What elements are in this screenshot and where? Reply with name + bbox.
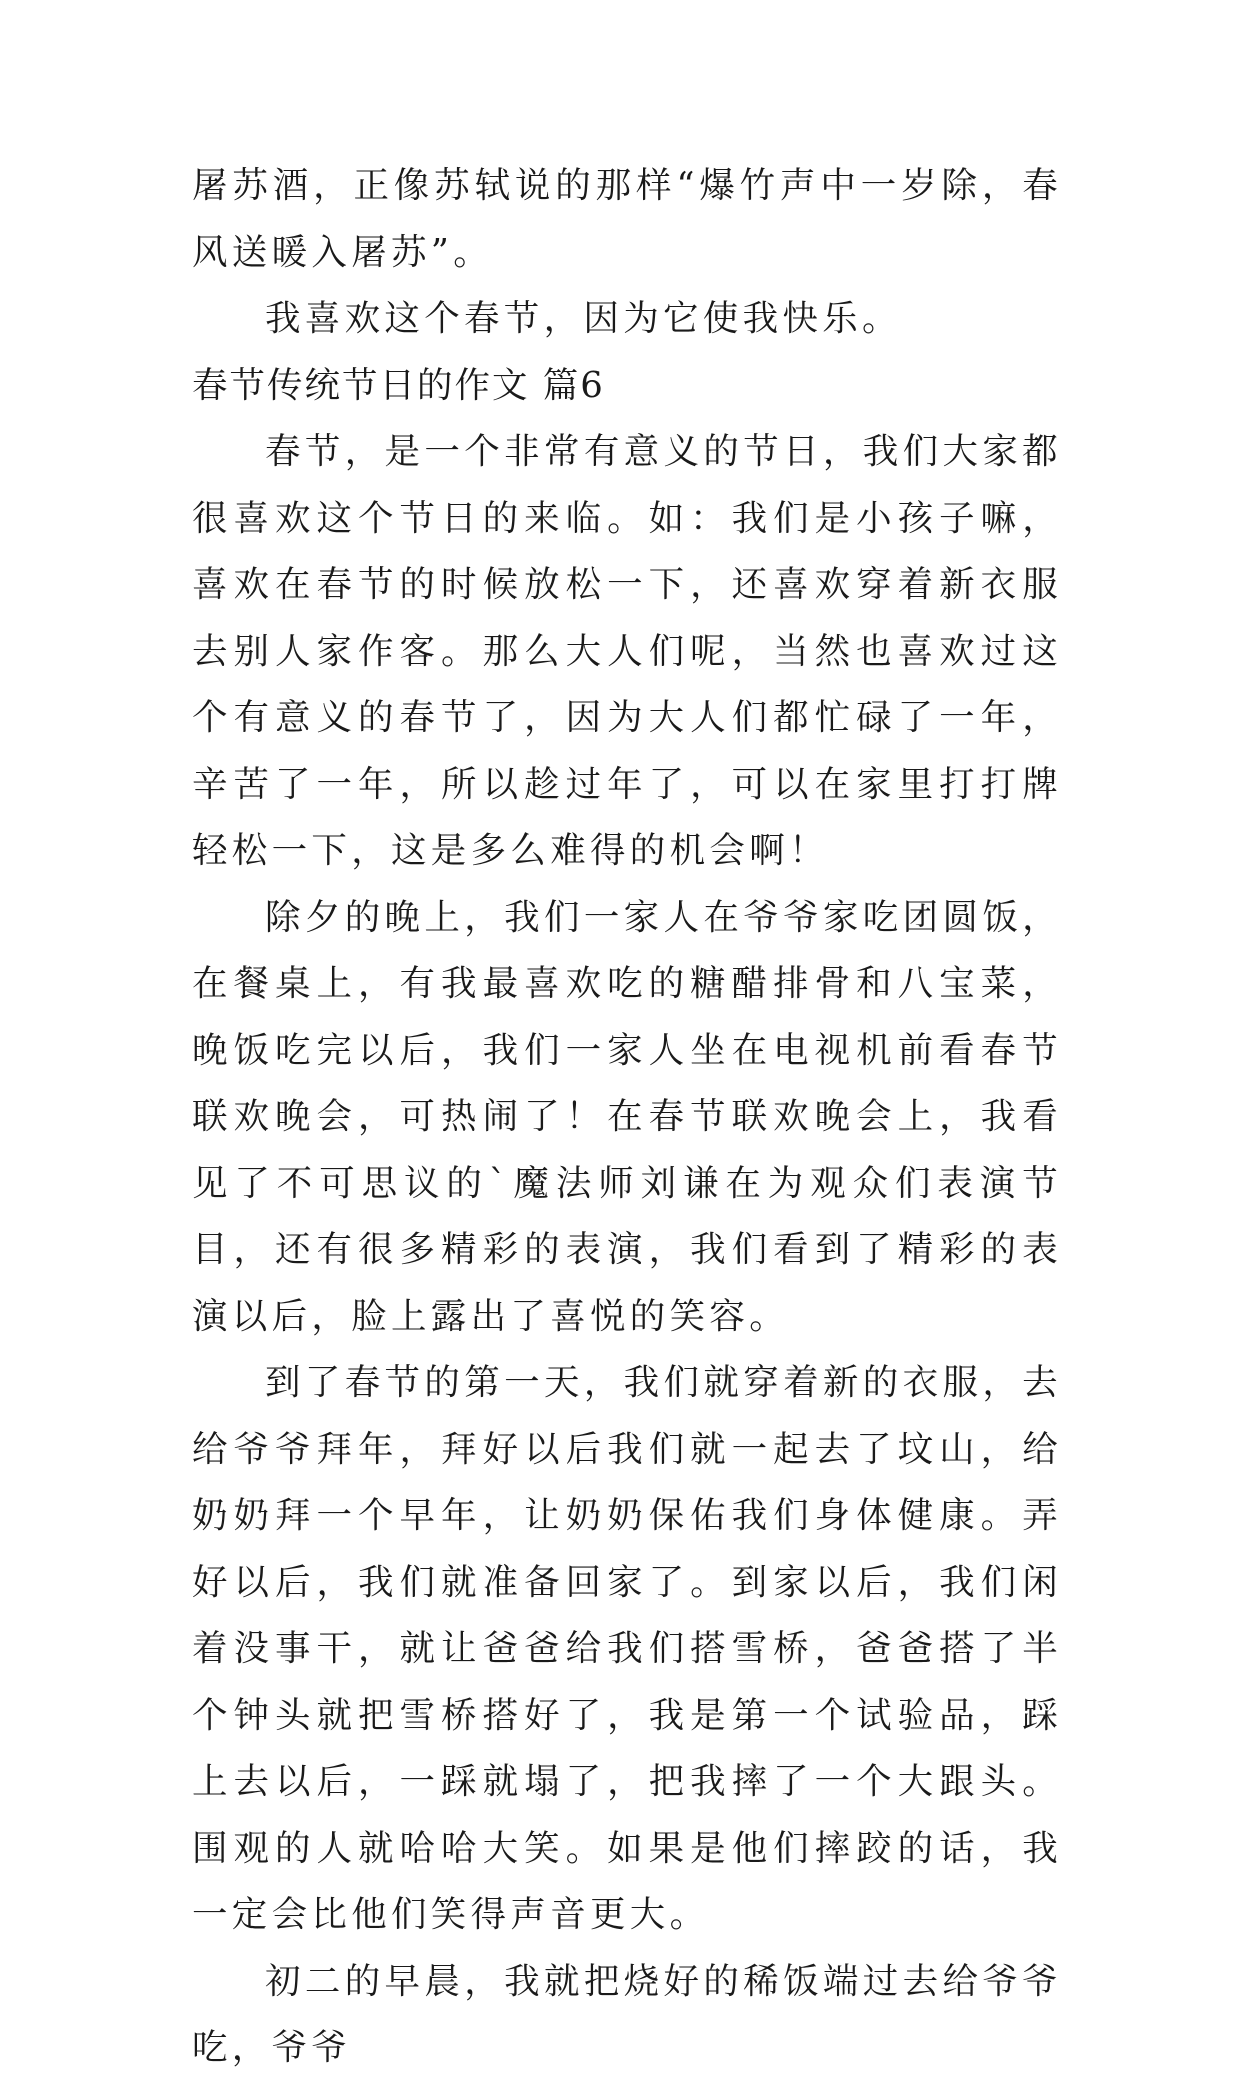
paragraph-continuation: 屠苏酒，正像苏轼说的那样“爆竹声中一岁除，春风送暖入屠苏”。	[192, 165, 1062, 273]
section-heading: 春节传统节日的作文 篇6	[192, 364, 605, 406]
document-body	[192, 153, 1062, 2082]
paragraph-closing: 我喜欢这个春节，因为它使我快乐。	[265, 298, 902, 339]
paragraph-new-years-eve: 除夕的晚上，我们一家人在爷爷家吃团圆饭，在餐桌上，有我最喜欢吃的糖醋排骨和八宝菜，晚饭吃完以后，我们一家人坐在电视机前看春节联欢晚会，可热闹了！在春节联欢晚会上，我看见了不可思议的`魔法师刘谦在为观众们表演节目，还有很多精彩的表演，我们看到了精彩的表演以后，脸上露出了喜悦的笑容。	[192, 896, 1062, 1337]
paragraph-second-day: 初二的早晨，我就把烧好的稀饭端过去给爷爷吃，爷爷	[192, 1960, 1062, 2068]
paragraph-intro: 春节，是一个非常有意义的节日，我们大家都很喜欢这个节日的来临。如：我们是小孩子嘛，喜欢在春节的时候放松一下，还喜欢穿着新衣服去别人家作客。那么大人们呢，当然也喜欢过这个有意义的春节了，因为大人们都忙碌了一年，辛苦了一年，所以趁过年了，可以在家里打打牌轻松一下，这是多么难得的机会啊！	[192, 431, 1062, 871]
paragraph-first-day: 到了春节的第一天，我们就穿着新的衣服，去给爷爷拜年，拜好以后我们就一起去了坟山，给奶奶拜一个早年，让奶奶保佑我们身体健康。弄好以后，我们就准备回家了。到家以后，我们闲着没事干，就让爸爸给我们搭雪桥，爸爸搭了半个钟头就把雪桥搭好了，我是第一个试验品，踩上去以后，一踩就塌了，把我摔了一个大跟头。围观的人就哈哈大笑。如果是他们摔跤的话，我一定会比他们笑得声音更大。	[192, 1362, 1062, 1935]
